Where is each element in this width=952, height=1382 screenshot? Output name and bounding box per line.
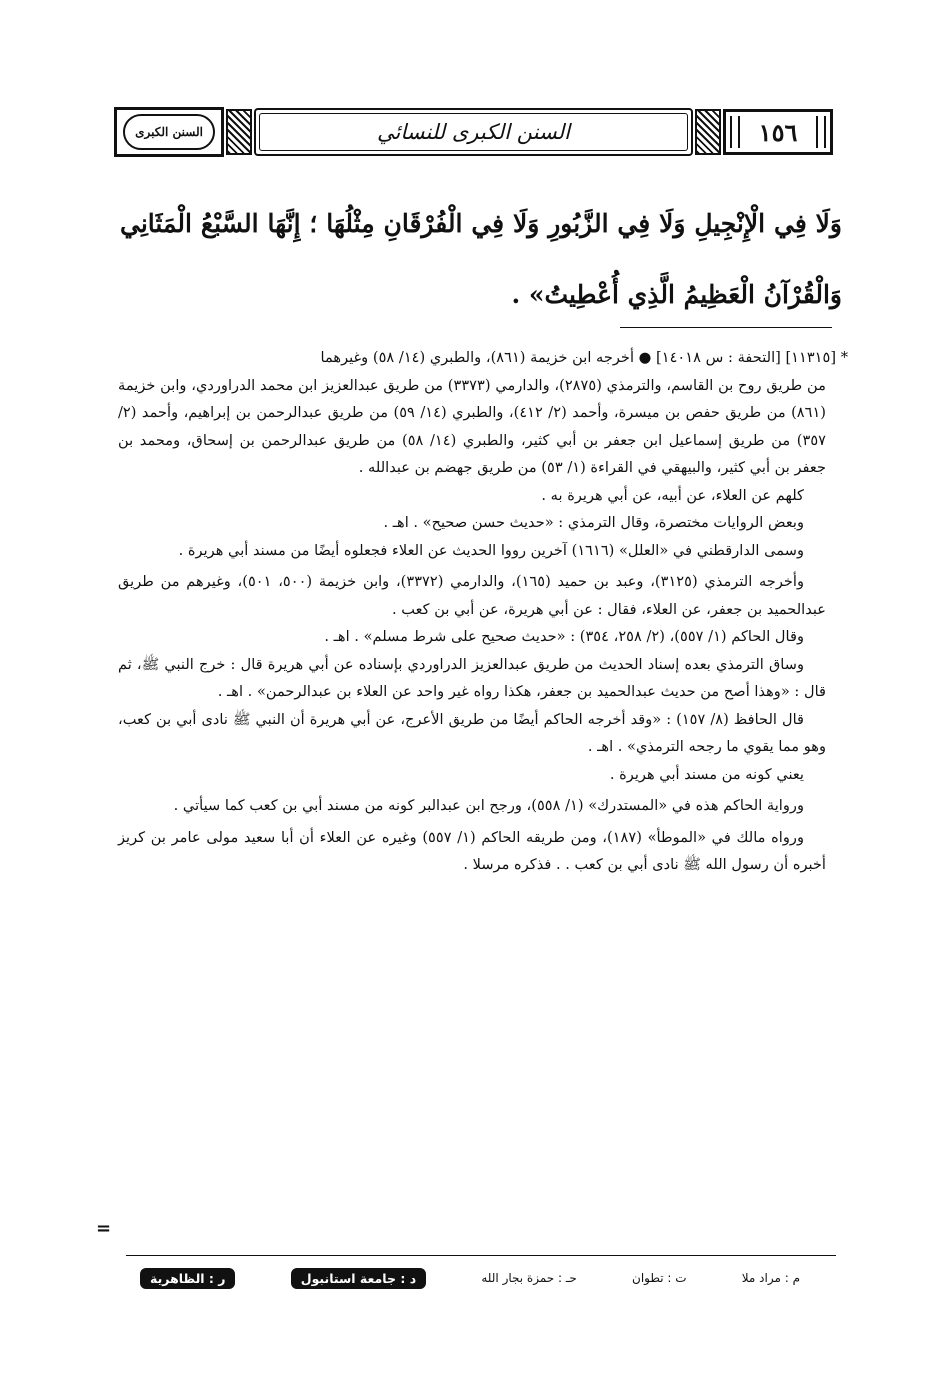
footnote-para-7: وساق الترمذي بعده إسناد الحديث من طريق عبدالعزيز الدراوردي بإسناده عن أبي هريرة قال : خرج النبي ﷺ، ثم قال : «وهذا أصح من حديث عبدالحميد بن جعفر، هكذا رواه غير واحد عن العلاء بن عبدالرحمن» . اهـ . — [118, 655, 826, 700]
footnote-para-9: يعني كونه من مسند أبي هريرة . — [609, 765, 804, 783]
footnote-star-icon: * — [840, 349, 848, 366]
footnote-body — [118, 372, 848, 879]
page-number-box — [723, 109, 833, 155]
seal-text: السنن الكبرى — [135, 125, 203, 139]
page-number: ١٥٦ — [758, 117, 798, 147]
footnote-block — [118, 344, 848, 879]
book-title-box — [254, 108, 693, 156]
legend-d-badge: د : جامعة استانبول — [291, 1268, 426, 1289]
footnote-reference: [١١٣١٥] [التحفة : س ١٤٠١٨] — [656, 349, 837, 366]
footnote-separator — [620, 327, 832, 328]
book-seal — [114, 107, 224, 157]
footnote-first-line — [118, 344, 848, 372]
ornament-left — [226, 109, 252, 155]
legend-r-badge: ر : الظاهرية — [140, 1268, 235, 1289]
footnote-para-1: من طريق روح بن القاسم، والترمذي (٢٨٧٥)، والدارمي (٣٣٧٣) من طريق عبدالعزيز ابن محمد الدراوردي، وابن خزيمة (٨٦١) من طريق حفص بن ميسرة، وأحمد (٢/ ٤١٢)، والطبري (١٤/ ٥٩) من طريق عبدالرحمن بن إبراهيم، وأحمد (٢/ ٣٥٧) من طريق إسماعيل ابن جعفر بن أبي كثير، والطبري (١٤/ ٥٨) من طريق عبدالرحمن بن إسحاق، ومحمد بن جعفر بن أبي كثير، والبيهقي في القراءة (١/ ٥٣) من طريق جهضم بن عبدالله . — [118, 376, 826, 476]
hadith-text: وَلَا فِي الْإِنْجِيلِ وَلَا فِي الزَّبُورِ وَلَا فِي الْفُرْقَانِ مِثْلُهَا ؛ إِنَّهَا السَّبْعُ الْمَثَانِي وَالْقُرْآنُ الْعَظِيمُ الَّذِي أُعْطِيتُ» . — [120, 209, 842, 309]
manuscript-legend — [140, 1265, 800, 1291]
footnote-para-10: ورواية الحاكم هذه في «المستدرك» (١/ ٥٥٨)، ورجح ابن عبدالبر كونه من مسند أبي بن كعب كما سيأتي . — [173, 797, 804, 814]
legend-h: حـ : حمزة بجار الله — [481, 1271, 577, 1285]
footnote-para-2: كلهم عن العلاء، عن أبيه، عن أبي هريرة به . — [541, 486, 804, 504]
continuation-mark: = — [96, 1218, 112, 1239]
seal-inner — [123, 114, 215, 150]
page-header — [114, 101, 833, 163]
footnote-para-11: ورواه مالك في «الموطأ» (١٨٧)، ومن طريقه الحاكم (١/ ٥٥٧) وغيره عن العلاء أن أبا سعيد مولى عامر بن كريز أخبره أن رسول الله ﷺ نادى أبي بن كعب . . فذكره مرسلا . — [118, 828, 826, 873]
footer-separator — [126, 1255, 836, 1256]
legend-t: ت : تطوان — [632, 1271, 687, 1285]
bullet-icon: ● — [638, 349, 652, 366]
footnote-para-5: وأخرجه الترمذي (٣١٢٥)، وعبد بن حميد (١٦٥)، والدارمي (٣٣٧٢)، وابن خزيمة (٥٠٠، ٥٠١)، وغيرهم من طريق عبدالحميد بن جعفر، عن العلاء، فقال : عن أبي هريرة، عن أبي بن كعب . — [118, 573, 826, 618]
footnote-para-8: قال الحافظ (٨/ ١٥٧) : «وقد أخرجه الحاكم أيضًا من طريق الأعرج، عن أبي هريرة أن النبي ﷺ نادى أبي بن كعب، وهو مما يقوي ما رجحه الترمذي» . اهـ . — [118, 710, 826, 755]
footnote-para-3: وبعض الروايات مختصرة، وقال الترمذي : «حديث حسن صحيح» . اهـ . — [383, 514, 804, 531]
footnote-first-text: أخرجه ابن خزيمة (٨٦١)، والطبري (١٤/ ٥٨) وغيرهما — [320, 349, 635, 366]
legend-m: م : مراد ملا — [741, 1271, 800, 1285]
footnote-para-4: وسمى الدارقطني في «العلل» (١٦١٦) آخرين رووا الحديث عن العلاء فجعلوه أيضًا من مسند أبي هريرة . — [178, 541, 804, 559]
book-title: السنن الكبرى للنسائي — [377, 120, 570, 144]
ornament-right — [695, 109, 721, 155]
footnote-para-6: وقال الحاكم (١/ ٥٥٧)، (٢/ ٢٥٨، ٣٥٤) : «حديث صحيح على شرط مسلم» . اهـ . — [324, 628, 804, 645]
